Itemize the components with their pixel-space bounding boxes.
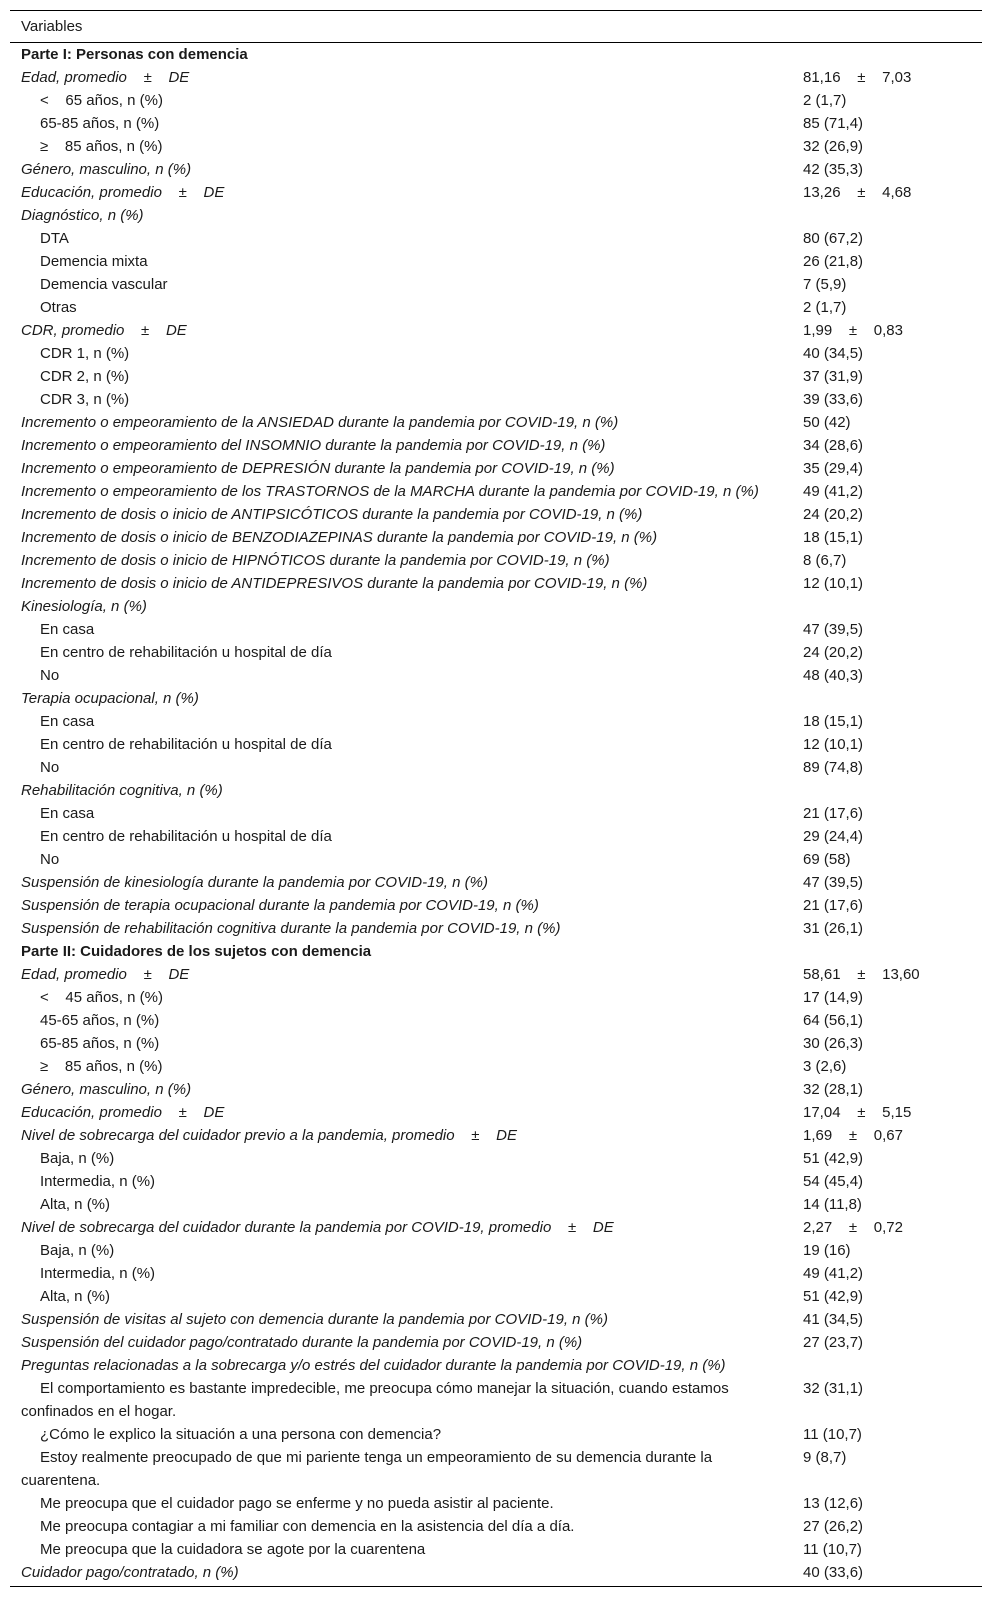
table-row [10,986,982,1009]
table-row [10,204,982,227]
row-value [803,204,982,227]
table-row [10,710,982,733]
table-row [10,641,982,664]
row-label: Incremento o empeoramiento de DEPRESIÓN durante la pandemia por COVID-19, n (%) [21,460,615,477]
row-value: 47 (39,5) [803,621,864,638]
table-row [10,1009,982,1032]
table-row [10,848,982,871]
row-label: Parte I: Personas con demencia [21,46,248,63]
table-row [10,1377,982,1423]
table-row [10,894,982,917]
row-label: Demencia vascular [40,276,168,293]
table-row [10,480,982,503]
table-row [10,963,982,986]
row-label: En centro de rehabilitación u hospital de día [40,644,332,661]
row-value: 30 (26,3) [803,1035,864,1052]
table-row [10,1354,982,1377]
row-label: 45-65 años, n (%) [40,1012,160,1029]
row-label: Educación, promedio ± DE [21,184,225,201]
table-row [10,733,982,756]
row-value: 48 (40,3) [803,667,864,684]
row-label: Baja, n (%) [40,1150,115,1167]
table-row [10,1492,982,1515]
row-label: Suspensión de visitas al sujeto con demencia durante la pandemia por COVID-19, n (%) [21,1311,608,1328]
table-row [10,1561,982,1584]
row-value: 81,16 ± 7,03 [803,69,912,86]
table-row [10,1124,982,1147]
row-label: DTA [40,230,69,247]
row-label: < 65 años, n (%) [40,92,163,109]
row-label: Kinesiología, n (%) [21,598,147,615]
table-row [10,664,982,687]
row-label: CDR, promedio ± DE [21,322,187,339]
table-row [10,227,982,250]
table-row [10,434,982,457]
row-label: Incremento o empeoramiento de los TRASTORNOS de la MARCHA durante la pandemia por COVID-19, n (%) [21,483,759,500]
table-row [10,411,982,434]
table-row [10,1239,982,1262]
row-label: 65-85 años, n (%) [40,1035,160,1052]
table-row [10,526,982,549]
row-label: Otras [40,299,77,316]
table-row [10,388,982,411]
row-value: 2 (1,7) [803,299,847,316]
row-label: En casa [40,805,95,822]
row-label: Nivel de sobrecarga del cuidador previo a la pandemia, promedio ± DE [21,1127,517,1144]
row-value [803,595,982,618]
row-value [803,1354,982,1377]
row-label: Edad, promedio ± DE [21,966,190,983]
row-value: 80 (67,2) [803,230,864,247]
row-label: < 45 años, n (%) [40,989,163,1006]
row-label: Me preocupa contagiar a mi familiar con demencia en la asistencia del día a día. [40,1518,575,1535]
row-value: 29 (24,4) [803,828,864,845]
table-row [10,503,982,526]
table-row [10,1515,982,1538]
row-value: 11 (10,7) [803,1426,862,1443]
row-value: 24 (20,2) [803,506,864,523]
row-value: 69 (58) [803,851,851,868]
table-row [10,595,982,618]
row-label: CDR 1, n (%) [40,345,130,362]
row-value: 34 (28,6) [803,437,864,454]
table-header: Variables [10,10,982,43]
row-label: Rehabilitación cognitiva, n (%) [21,782,223,799]
row-label: Estoy realmente preocupado de que mi pariente tenga un empeoramiento de su demencia durante la cuarentena. [21,1449,713,1489]
table-row [10,1216,982,1239]
row-value: 31 (26,1) [803,920,864,937]
row-value: 24 (20,2) [803,644,864,661]
row-label: Preguntas relacionadas a la sobrecarga y/o estrés del cuidador durante la pandemia por COVID-19, n (%) [21,1357,726,1374]
row-label: Me preocupa que el cuidador pago se enferme y no pueda asistir al paciente. [40,1495,554,1512]
row-label: CDR 2, n (%) [40,368,130,385]
row-value [803,940,982,963]
row-label: En centro de rehabilitación u hospital de día [40,736,332,753]
row-label: Parte II: Cuidadores de los sujetos con demencia [21,943,372,960]
row-value: 27 (26,2) [803,1518,864,1535]
row-value: 2 (1,7) [803,92,847,109]
row-label: En casa [40,621,95,638]
row-label: Edad, promedio ± DE [21,69,190,86]
row-label: Incremento o empeoramiento del INSOMNIO durante la pandemia por COVID-19, n (%) [21,437,606,454]
row-label: Educación, promedio ± DE [21,1104,225,1121]
row-label: Me preocupa que la cuidadora se agote por la cuarentena [40,1541,426,1558]
row-label: Incremento de dosis o inicio de BENZODIAZEPINAS durante la pandemia por COVID-19, n (%) [21,529,658,546]
table-row [10,181,982,204]
table-row [10,273,982,296]
row-label: No [40,667,60,684]
row-value: 51 (42,9) [803,1288,864,1305]
row-value: 13 (12,6) [803,1495,864,1512]
row-label: Suspensión de terapia ocupacional durante la pandemia por COVID-19, n (%) [21,897,539,914]
row-value: 8 (6,7) [803,552,847,569]
row-value: 41 (34,5) [803,1311,864,1328]
section-header-row [10,43,982,66]
row-value: 49 (41,2) [803,483,864,500]
table-row [10,917,982,940]
row-value: 32 (28,1) [803,1081,864,1098]
row-value: 19 (16) [803,1242,851,1259]
row-value: 17 (14,9) [803,989,864,1006]
row-value: 50 (42) [803,414,851,431]
table-row [10,158,982,181]
table-row [10,1078,982,1101]
table-row [10,618,982,641]
table-row [10,1423,982,1446]
row-label: Baja, n (%) [40,1242,115,1259]
table-row [10,1538,982,1561]
row-label: Diagnóstico, n (%) [21,207,144,224]
table-row [10,66,982,89]
row-value: 40 (34,5) [803,345,864,362]
row-value [803,687,982,710]
table-row [10,871,982,894]
variables-table [10,10,982,1587]
row-label: Terapia ocupacional, n (%) [21,690,199,707]
table-row [10,135,982,158]
row-label: Suspensión de kinesiología durante la pandemia por COVID-19, n (%) [21,874,488,891]
row-label: Suspensión del cuidador pago/contratado durante la pandemia por COVID-19, n (%) [21,1334,583,1351]
row-label: ¿Cómo le explico la situación a una persona con demencia? [40,1426,442,1443]
table-body [10,43,982,1584]
row-value: 40 (33,6) [803,1564,864,1581]
row-value: 42 (35,3) [803,161,864,178]
row-label: Incremento de dosis o inicio de HIPNÓTICOS durante la pandemia por COVID-19, n (%) [21,552,610,569]
row-label: Cuidador pago/contratado, n (%) [21,1564,239,1581]
table-row [10,1101,982,1124]
row-label: Incremento o empeoramiento de la ANSIEDAD durante la pandemia por COVID-19, n (%) [21,414,619,431]
row-value: 39 (33,6) [803,391,864,408]
table-row [10,342,982,365]
row-label: Intermedia, n (%) [40,1265,156,1282]
row-label: Género, masculino, n (%) [21,161,192,178]
row-value: 35 (29,4) [803,460,864,477]
row-value: 7 (5,9) [803,276,847,293]
row-value: 47 (39,5) [803,874,864,891]
table-row [10,802,982,825]
row-label: En centro de rehabilitación u hospital de día [40,828,332,845]
table-row [10,365,982,388]
table-row [10,825,982,848]
row-label: Alta, n (%) [40,1196,111,1213]
row-label: Suspensión de rehabilitación cognitiva durante la pandemia por COVID-19, n (%) [21,920,561,937]
table-row [10,457,982,480]
row-value: 49 (41,2) [803,1265,864,1282]
table-row [10,112,982,135]
row-value: 18 (15,1) [803,529,864,546]
row-value: 37 (31,9) [803,368,864,385]
table-row [10,319,982,342]
table-row [10,572,982,595]
row-value: 27 (23,7) [803,1334,864,1351]
row-label: El comportamiento es bastante impredecible, me preocupa cómo manejar la situación, cuando estamos confinados en el hogar. [21,1380,729,1420]
row-value: 9 (8,7) [803,1449,847,1466]
row-label: Incremento de dosis o inicio de ANTIPSICÓTICOS durante la pandemia por COVID-19, n (%) [21,506,643,523]
row-value: 58,61 ± 13,60 [803,966,920,983]
row-label: ≥ 85 años, n (%) [40,1058,163,1075]
row-label: 65-85 años, n (%) [40,115,160,132]
row-value: 14 (11,8) [803,1196,862,1213]
table-row [10,1262,982,1285]
row-value: 51 (42,9) [803,1150,864,1167]
table-row [10,1285,982,1308]
table-row [10,687,982,710]
row-value: 64 (56,1) [803,1012,864,1029]
row-label: No [40,759,60,776]
table-row [10,1055,982,1078]
row-value: 2,27 ± 0,72 [803,1219,903,1236]
row-label: Nivel de sobrecarga del cuidador durante la pandemia por COVID-19, promedio ± DE [21,1219,614,1236]
row-label: En casa [40,713,95,730]
row-value: 3 (2,6) [803,1058,847,1075]
row-label: ≥ 85 años, n (%) [40,138,163,155]
table-row [10,1170,982,1193]
row-value: 12 (10,1) [803,736,864,753]
row-label: Incremento de dosis o inicio de ANTIDEPRESIVOS durante la pandemia por COVID-19, n (%) [21,575,648,592]
table-row [10,1032,982,1055]
row-value: 89 (74,8) [803,759,864,776]
row-value: 1,99 ± 0,83 [803,322,903,339]
row-label: No [40,851,60,868]
row-value: 32 (31,1) [803,1380,864,1397]
row-value: 13,26 ± 4,68 [803,184,912,201]
row-label: Demencia mixta [40,253,148,270]
row-value: 18 (15,1) [803,713,864,730]
row-value: 21 (17,6) [803,805,864,822]
table-row [10,549,982,572]
row-value: 54 (45,4) [803,1173,864,1190]
table-row [10,779,982,802]
table-row [10,1331,982,1354]
row-value: 17,04 ± 5,15 [803,1104,912,1121]
table-row [10,1308,982,1331]
row-value: 32 (26,9) [803,138,864,155]
row-label: Alta, n (%) [40,1288,111,1305]
table-row [10,756,982,779]
row-value: 26 (21,8) [803,253,864,270]
table-row [10,1446,982,1492]
table-row [10,296,982,319]
row-value [803,43,982,66]
row-label: CDR 3, n (%) [40,391,130,408]
row-value: 21 (17,6) [803,897,864,914]
row-value: 1,69 ± 0,67 [803,1127,903,1144]
table-row [10,1193,982,1216]
row-value: 12 (10,1) [803,575,864,592]
table-row [10,1147,982,1170]
row-label: Intermedia, n (%) [40,1173,156,1190]
table-bottom-rule [10,1584,982,1587]
row-value: 85 (71,4) [803,115,864,132]
table-row [10,89,982,112]
section-header-row [10,940,982,963]
row-label: Género, masculino, n (%) [21,1081,192,1098]
row-value: 11 (10,7) [803,1541,862,1558]
row-value [803,779,982,802]
table-row [10,250,982,273]
